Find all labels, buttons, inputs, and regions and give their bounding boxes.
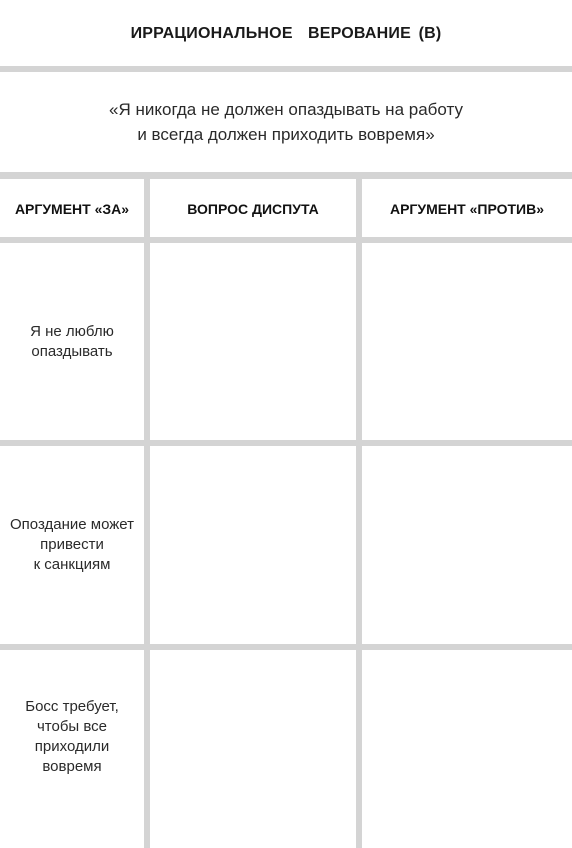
cell-line: Босс требует, [25, 698, 119, 715]
cell-line: приходили [34, 738, 110, 755]
column-header-pro: АРГУМЕНТ «ЗА» [14, 200, 130, 217]
cell-line: чтобы все [36, 718, 108, 735]
cell-line: Опоздание может [9, 516, 134, 533]
pro-argument-cell [0, 243, 144, 440]
cell-line: вовремя [42, 758, 102, 775]
pro-argument-cell [0, 446, 144, 644]
cell-line: привести [40, 536, 104, 553]
con-argument-cell[interactable] [362, 446, 572, 644]
dispute-question-cell[interactable] [150, 650, 356, 848]
dispute-question-cell[interactable] [150, 446, 356, 644]
irrational-belief [0, 72, 572, 172]
belief-line: «Я никогда не должен опаздывать на работу [109, 100, 463, 119]
cell-line: опаздывать [31, 342, 113, 360]
dispute-question-cell[interactable] [150, 243, 356, 440]
con-argument-cell[interactable] [362, 243, 572, 440]
column-header-dispute: ВОПРОС ДИСПУТА [187, 200, 319, 217]
con-argument-cell[interactable] [362, 650, 572, 848]
cell-line: Я не люблю [30, 322, 114, 340]
belief-line: и всегда должен приходить вовремя» [137, 125, 435, 144]
cell-line: к санкциям [33, 556, 111, 573]
pro-argument-cell [0, 650, 144, 848]
divider [0, 172, 572, 179]
column-header-con: АРГУМЕНТ «ПРОТИВ» [389, 200, 545, 217]
worksheet-title: ИРРАЦИОНАЛЬНОЕ ВЕРОВАНИЕ (B) [130, 24, 442, 42]
